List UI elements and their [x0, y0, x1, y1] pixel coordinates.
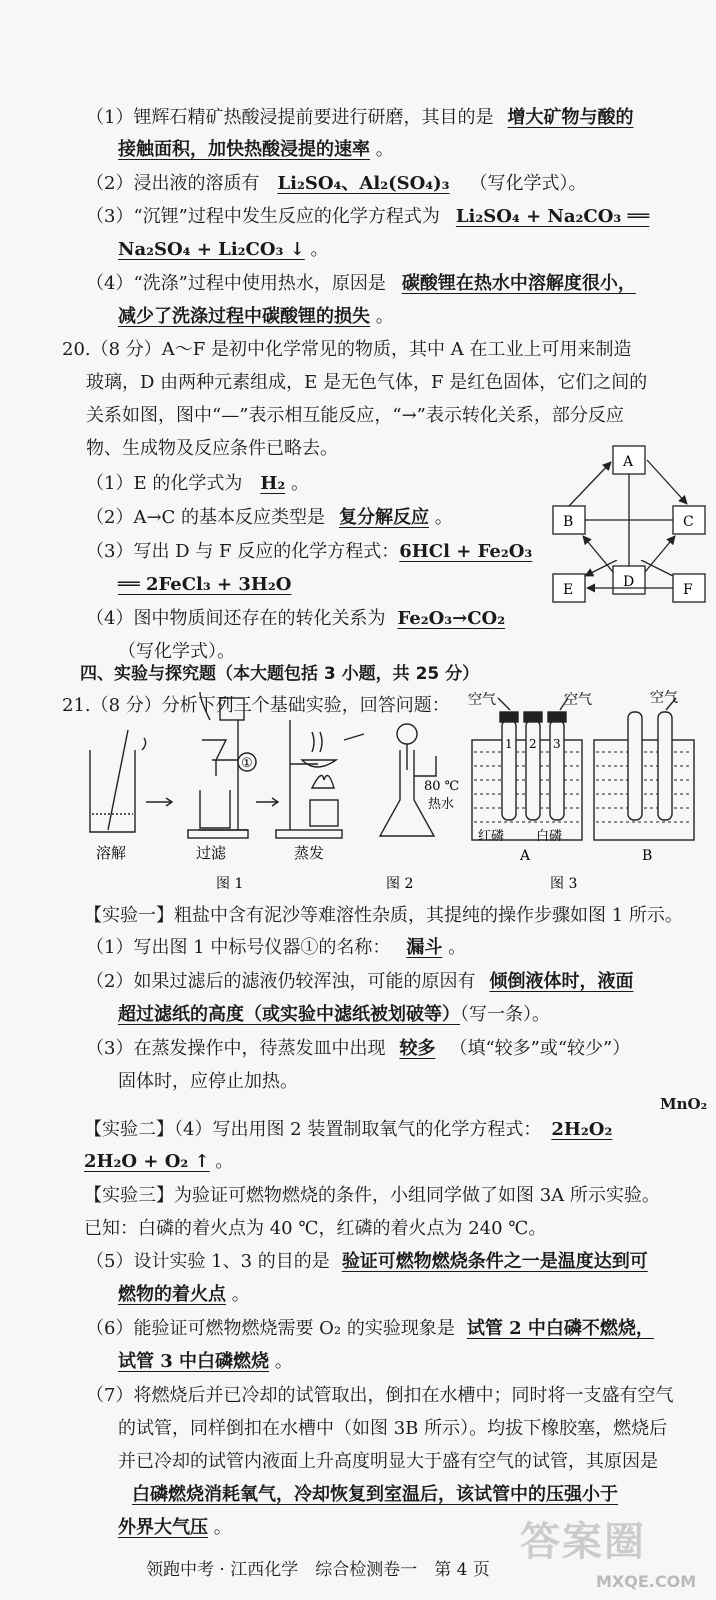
- diagram-node-B: B: [563, 514, 574, 530]
- q19-part1-line1: （1）锂辉石精矿热酸浸提前要进行研磨，其目的是 增大矿物与酸的: [86, 107, 634, 128]
- q20-part1: （1）E 的化学式为 H₂ 。: [86, 473, 309, 494]
- q20-intro-3: 关系如图，图中“—”表示相互能反应，“→”表示转化关系，部分反应: [86, 405, 624, 426]
- q21-exp3: 【实验三】为验证可燃物燃烧的条件，小组同学做了如图 3A 所示实验。: [84, 1185, 660, 1206]
- fig3-tube-3: 3: [553, 737, 561, 751]
- q20-relation-diagram-bottom: [545, 560, 715, 620]
- q21-exp2-line2: 2H₂O + O₂ ↑ 。: [84, 1151, 234, 1172]
- q20-intro-4: 物、生成物及反应条件已略去。: [86, 438, 338, 459]
- fig-caption-2: 图 2: [386, 876, 414, 892]
- q21-exp1: 【实验一】粗盐中含有泥沙等难溶性杂质，其提纯的操作步骤如图 1 所示。: [84, 905, 683, 926]
- q19-part2-answer: Li₂SO₄、Al₂(SO₄)₃: [277, 173, 450, 194]
- q20-intro-2: 玻璃，D 由两种元素组成，E 是无色气体，F 是红色固体，它们之间的: [86, 372, 648, 393]
- fig3-air-1: 空气: [468, 692, 496, 708]
- fig-label-evaporate: 蒸发: [294, 844, 325, 862]
- fig-label-filter: 过滤: [196, 844, 227, 862]
- watermark-url: MXQE.COM: [596, 1572, 697, 1591]
- q19-part4-line2: 减少了洗涤过程中碳酸锂的损失 。: [118, 306, 394, 327]
- q19-part1-line2: 接触面积，加快热酸浸提的速率 。: [118, 139, 394, 160]
- q21-part7-line1: （7）将燃烧后并已冷却的试管取出，倒扣在水槽中；同时将一支盛有空气: [86, 1385, 674, 1406]
- watermark-logo: 答案圈: [520, 1519, 646, 1565]
- q21-part2-line2: 超过滤纸的高度（或实验中滤纸被划破等）（写一条）。: [118, 1004, 550, 1025]
- q21-catalyst: MnO₂: [660, 1095, 708, 1113]
- q19-part4-line1: （4）“洗涤”过程中使用热水，原因是 碳酸锂在热水中溶解度很小，: [86, 273, 636, 294]
- fig3-whitep: 白磷: [536, 829, 563, 844]
- q19-part3-line1: （3）“沉锂”过程中发生反应的化学方程式为 Li₂SO₄ + Na₂CO₃ ══: [86, 206, 650, 227]
- q21-part5-line1: （5）设计实验 1、3 的目的是 验证可燃物燃烧条件之一是温度达到可: [86, 1251, 648, 1272]
- q21-part5-line2: 燃物的着火点 。: [118, 1284, 250, 1305]
- diagram-node-A: A: [623, 454, 634, 470]
- fig3-air-3: 空气: [650, 690, 678, 706]
- q21-part2-line1: （2）如果过滤后的滤液仍较浑浊，可能的原因有 倾倒液体时，液面: [86, 971, 634, 992]
- fig3-temp: 80 ℃: [424, 779, 460, 794]
- q19-part3-line2: Na₂SO₄ + Li₂CO₃ ↓ 。: [118, 239, 329, 260]
- q21-part6-line2: 试管 3 中白磷燃烧 。: [118, 1351, 293, 1372]
- fig-caption-1: 图 1: [216, 876, 244, 892]
- fig-label-circle1: ①: [241, 756, 253, 771]
- q20-part3-line1: （3）写出 D 与 F 反应的化学方程式：6HCl + Fe₂O₃: [86, 541, 533, 562]
- fig3-label-A: A: [520, 848, 531, 864]
- fig3-label-B: B: [642, 848, 653, 864]
- q21-figures: [80, 690, 700, 895]
- q19-part3-answer: Li₂SO₄ + Na₂CO₃ ══: [455, 206, 650, 227]
- q21-part7-line3: 并已冷却的试管内液面上升高度明显大于盛有空气的试管，其原因是: [118, 1451, 658, 1472]
- q21-part3-line2: 固体时，应停止加热。: [118, 1071, 298, 1092]
- q21-part7-line2: 的试管，同样倒扣在水槽中（如图 3B 所示）。均拔下橡胶塞，燃烧后: [118, 1418, 668, 1439]
- section-4-title: 四、实验与探究题（本大题包括 3 小题，共 25 分）: [80, 664, 480, 684]
- q21-part7-answer-line2: 外界大气压 。: [118, 1517, 232, 1538]
- fig3-air-2: 空气: [564, 692, 592, 708]
- q20-part2: （2）A→C 的基本反应类型是 复分解反应 。: [86, 507, 453, 528]
- q19-part2: （2）浸出液的溶质有 Li₂SO₄、Al₂(SO₄)₃ （写化学式）。: [86, 173, 587, 194]
- q21-part6-line1: （6）能验证可燃物燃烧需要 O₂ 的实验现象是 试管 2 中白磷不燃烧，: [86, 1318, 654, 1339]
- fig3-redp: 红磷: [478, 829, 505, 844]
- q20-part4-line1: （4）图中物质间还存在的转化关系为 Fe₂O₃→CO₂: [86, 608, 506, 629]
- diagram-node-E: E: [563, 582, 574, 598]
- page-footer: 领跑中考 · 江西化学 综合检测卷一 第 4 页: [146, 1560, 490, 1580]
- q21-known: 已知：白磷的着火点为 40 ℃，红磷的着火点为 240 ℃。: [84, 1218, 547, 1239]
- fig3-tube-2: 2: [529, 737, 537, 751]
- fig-caption-3: 图 3: [550, 876, 578, 892]
- q21-part3-line1: （3）在蒸发操作中，待蒸发皿中出现 较多 （填“较多”或“较少”）: [86, 1038, 631, 1059]
- q21-part7-answer-line1: 白磷燃烧消耗氧气，冷却恢复到室温后，该试管中的压强小于: [132, 1484, 618, 1505]
- diagram-node-F: F: [683, 582, 693, 598]
- q19-part4-answer: 碳酸锂在热水中溶解度很小，: [401, 273, 636, 294]
- fig-label-dissolve: 溶解: [96, 844, 127, 862]
- fig3-hotwater: 热水: [428, 797, 455, 812]
- q21-exp2-line1: 【实验二】（4）写出用图 2 装置制取氧气的化学方程式： 2H₂O₂: [84, 1119, 613, 1140]
- q21-part1: （1）写出图 1 中标号仪器①的名称： 漏斗 。: [86, 937, 467, 958]
- diagram-node-D: D: [623, 574, 635, 590]
- q20-part3-line2: ══ 2FeCl₃ + 3H₂O: [118, 574, 292, 595]
- q21-intro: 21.（8 分）分析下列三个基础实验，回答问题：: [62, 695, 450, 716]
- q20-intro-1: 20.（8 分）A～F 是初中化学常见的物质，其中 A 在工业上可用来制造: [62, 339, 632, 360]
- fig3-tube-1: 1: [505, 737, 513, 751]
- q20-part4-line2: （写化学式）。: [118, 641, 235, 662]
- q19-part1-answer: 增大矿物与酸的: [507, 107, 634, 128]
- diagram-node-C: C: [683, 514, 694, 530]
